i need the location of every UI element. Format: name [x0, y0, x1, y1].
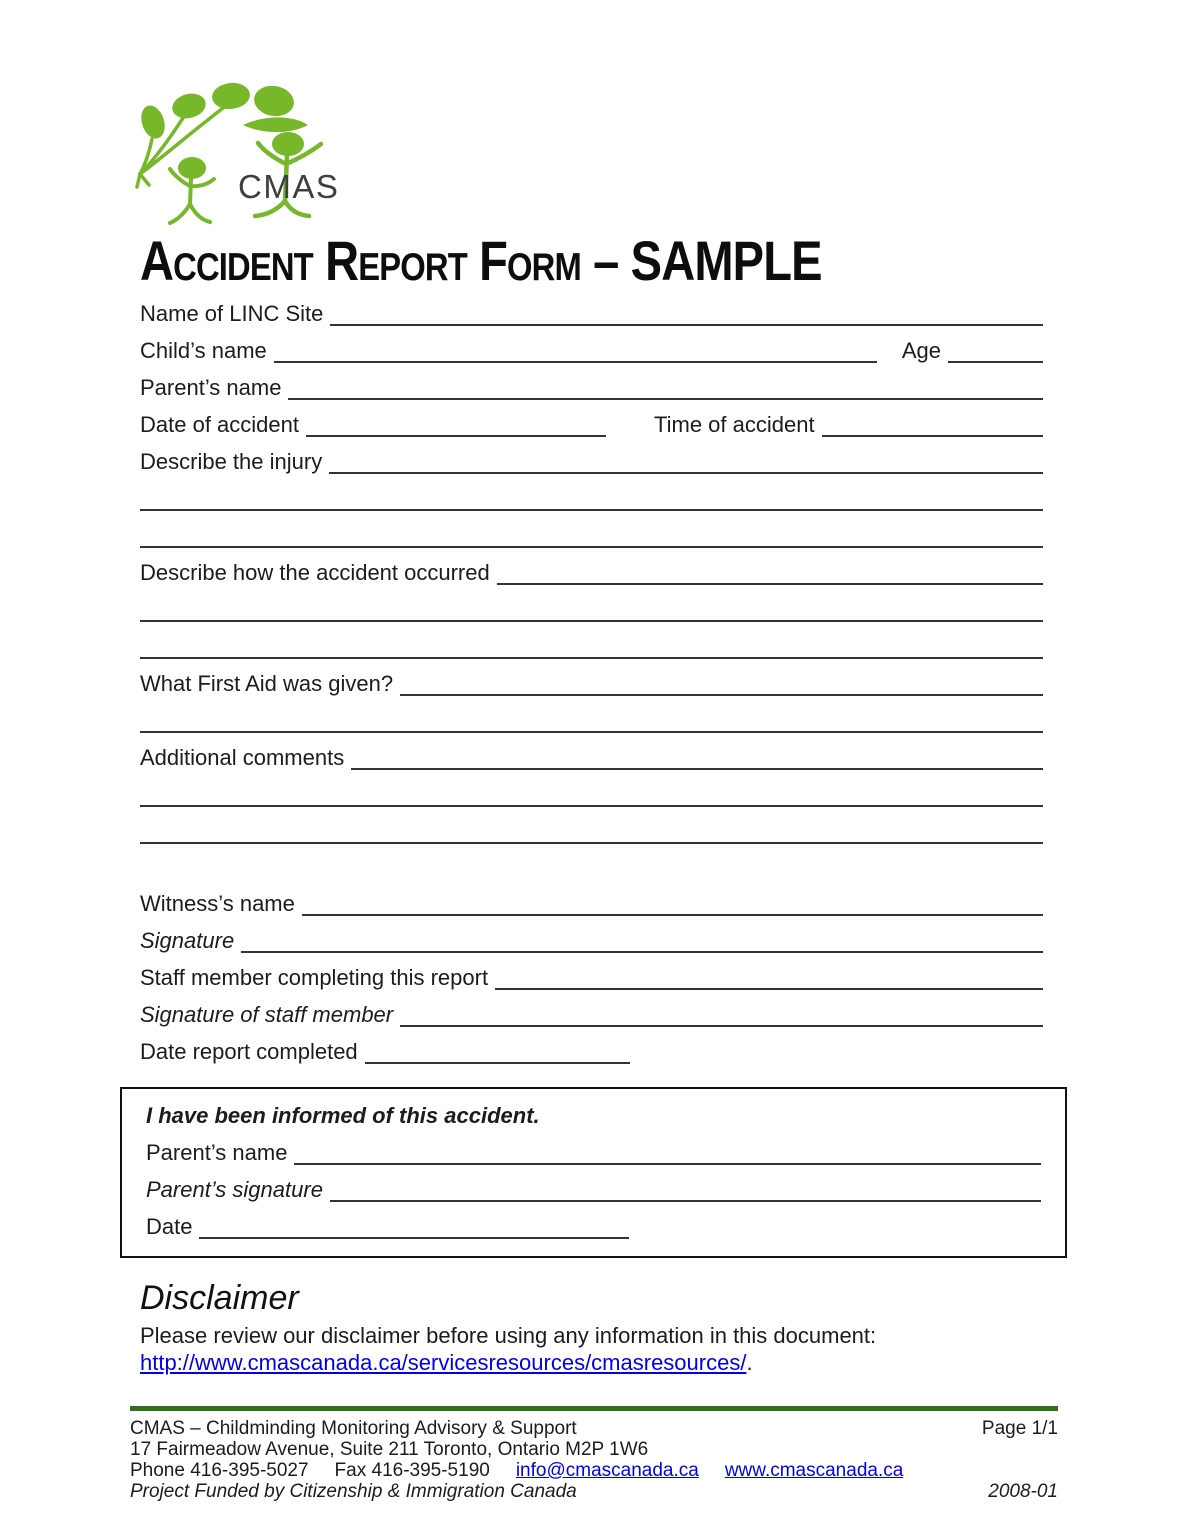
- disclaimer-heading: Disclaimer: [140, 1279, 299, 1317]
- first-aid-label: What First Aid was given?: [140, 671, 394, 696]
- blank-writing-line: [140, 483, 1043, 511]
- page-footer: [130, 1406, 1058, 1502]
- staff-member-label: Staff member completing this report: [140, 965, 489, 990]
- disclaimer-link[interactable]: http://www.cmascanada.ca/servicesresources/cmasresources/: [140, 1350, 747, 1375]
- staff-signature-writing-line: [400, 999, 1043, 1027]
- blank-row: [140, 632, 1043, 660]
- blank-row: [140, 484, 1043, 512]
- child-name-label: Child’s name: [140, 338, 267, 363]
- footer-line-org: [130, 1418, 1058, 1439]
- disclaimer-link-line: [140, 1349, 1043, 1376]
- field-box-parent-name: [146, 1138, 1041, 1166]
- field-date-time: [140, 410, 1043, 438]
- box-parent-signature-label: Parent’s signature: [146, 1177, 323, 1202]
- disclaimer-link-period: .: [746, 1350, 753, 1375]
- field-date-completed: [140, 1037, 1043, 1065]
- cmas-logo-text: CMAS: [238, 168, 340, 205]
- field-box-parent-signature: [146, 1175, 1041, 1203]
- box-parent-signature-writing-line: [330, 1174, 1041, 1202]
- age-writing-line: [948, 335, 1043, 363]
- footer-fax: Fax 416-395-5190: [334, 1460, 490, 1481]
- footer-funding: Project Funded by Citizenship & Immigration Canada: [130, 1481, 577, 1502]
- describe-injury-writing-line: [329, 446, 1043, 474]
- parent-name-writing-line: [288, 372, 1043, 400]
- field-first-aid: [140, 669, 1043, 697]
- describe-accident-writing-line: [497, 557, 1043, 585]
- field-describe-accident: [140, 558, 1043, 586]
- blank-writing-line: [140, 631, 1043, 659]
- field-additional-comments: [140, 743, 1043, 771]
- time-of-accident-label: Time of accident: [653, 412, 815, 437]
- blank-row: [140, 521, 1043, 549]
- box-parent-name-label: Parent’s name: [146, 1140, 288, 1165]
- footer-website-link[interactable]: www.cmascanada.ca: [724, 1460, 904, 1481]
- age-label: Age: [901, 338, 941, 363]
- blank-row: [140, 817, 1043, 845]
- field-child-name-age: [140, 336, 1043, 364]
- first-aid-writing-line: [400, 668, 1043, 696]
- footer-phone: Phone 416-395-5027: [130, 1460, 309, 1481]
- box-date-label: Date: [146, 1214, 193, 1239]
- box-parent-name-writing-line: [294, 1137, 1041, 1165]
- date-of-accident-label: Date of accident: [140, 412, 299, 437]
- describe-injury-label: Describe the injury: [140, 449, 323, 474]
- linc-site-writing-line: [330, 298, 1043, 326]
- describe-accident-label: Describe how the accident occurred: [140, 560, 490, 585]
- page-title: Accident Report Form – SAMPLE: [140, 229, 822, 292]
- footer-date-code: 2008-01: [988, 1481, 1058, 1502]
- time-of-accident-writing-line: [822, 409, 1043, 437]
- additional-comments-label: Additional comments: [140, 745, 345, 770]
- footer-email-link[interactable]: info@cmascanada.ca: [515, 1460, 699, 1481]
- additional-comments-writing-line: [351, 742, 1043, 770]
- field-staff-member: [140, 963, 1043, 991]
- child-name-writing-line: [274, 335, 877, 363]
- blank-writing-line: [140, 520, 1043, 548]
- field-witness-signature: [140, 926, 1043, 954]
- blank-writing-line: [140, 779, 1043, 807]
- footer-rule: [130, 1406, 1058, 1411]
- blank-row: [140, 780, 1043, 808]
- footer-line-funding: [130, 1481, 1058, 1502]
- box-date-writing-line: [199, 1211, 629, 1239]
- parent-name-label: Parent’s name: [140, 375, 282, 400]
- accident-form: [140, 299, 1043, 1065]
- date-completed-label: Date report completed: [140, 1039, 358, 1064]
- blank-writing-line: [140, 816, 1043, 844]
- blank-writing-line: [140, 705, 1043, 733]
- witness-signature-label: Signature: [140, 928, 235, 953]
- staff-signature-label: Signature of staff member: [140, 1002, 394, 1027]
- field-linc-site: [140, 299, 1043, 327]
- footer-line-contact: [130, 1460, 1058, 1481]
- witness-signature-writing-line: [241, 925, 1043, 953]
- linc-site-label: Name of LINC Site: [140, 301, 324, 326]
- acknowledgement-heading: I have been informed of this accident.: [146, 1103, 540, 1128]
- field-box-date: [146, 1212, 1041, 1240]
- footer-address: 17 Fairmeadow Avenue, Suite 211 Toronto, Ontario M2P 1W6: [130, 1439, 649, 1460]
- field-parent-name: [140, 373, 1043, 401]
- date-completed-writing-line: [365, 1036, 630, 1064]
- date-of-accident-writing-line: [306, 409, 606, 437]
- footer-org: CMAS – Childminding Monitoring Advisory & Support: [130, 1418, 577, 1439]
- disclaimer-section: [140, 1278, 1043, 1376]
- staff-member-writing-line: [495, 962, 1043, 990]
- field-witness-name: [140, 889, 1043, 917]
- witness-name-label: Witness’s name: [140, 891, 295, 916]
- blank-row: [140, 595, 1043, 623]
- field-staff-signature: [140, 1000, 1043, 1028]
- field-describe-injury: [140, 447, 1043, 475]
- disclaimer-text: Please review our disclaimer before using any information in this document:: [140, 1323, 877, 1348]
- witness-name-writing-line: [302, 888, 1043, 916]
- page-number: Page 1/1: [981, 1418, 1058, 1439]
- blank-row: [140, 706, 1043, 734]
- cmas-logo: [130, 0, 345, 225]
- parent-acknowledgement-box: [120, 1087, 1067, 1258]
- blank-writing-line: [140, 594, 1043, 622]
- section-spacer: [140, 854, 1043, 880]
